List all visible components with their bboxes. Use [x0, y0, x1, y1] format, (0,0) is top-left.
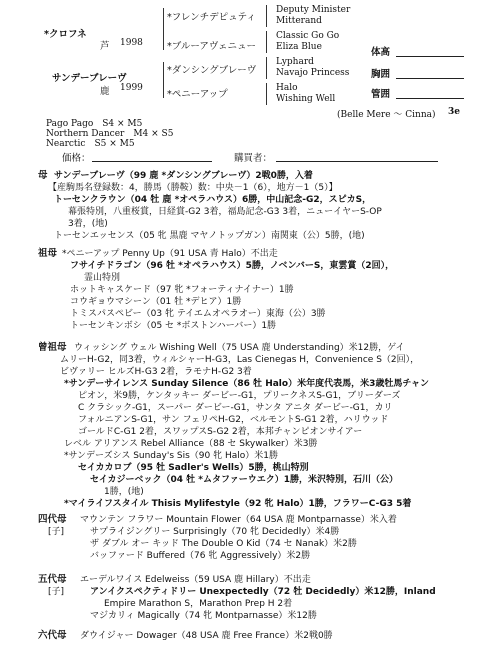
4th-dam-line: マウンテン フラワー Mountain Flower（64 USA 鹿 Montparnasse）米入着 — [80, 515, 397, 525]
4th-dam-line: サプライジングリー Surprisingly（70 牝 Decidedly）米4勝 — [90, 527, 340, 537]
5th-dam-line: マジカリィ Magically（74 牝 Montparnasse）米12勝 — [90, 611, 317, 621]
g-granddam-line: ゴールドC-G1 2着，スワップスS-G2 2着，本邦チャンピオンサイアー — [78, 427, 363, 437]
buyer-label: 購買者： — [234, 153, 273, 164]
dss-name: Lyphard — [276, 57, 314, 67]
g-granddam-line: *マイライフスタイル Thisis Mylifestyle（92 牝 Halo）1勝，フラワーC-G3 5着 — [64, 499, 412, 509]
5th-dam-line: Empire Marathon S，Marathon Prep H 2着 — [104, 599, 293, 609]
ddd-name: Wishing Well — [276, 94, 336, 104]
g-granddam-line: セイカジーベック（04 牡 *ムタファーウエク）1勝，米沢特別，石川（公） — [90, 475, 399, 485]
granddam-line: *ペニーアップ Penny Up（91 USA 青 Halo）不出走 — [62, 249, 278, 259]
bracket-sire — [163, 8, 164, 50]
dam-line: 【産駒馬名登録数：4，勝馬（勝鞍）数：中央－1（6），地方－1（5）】 — [48, 183, 338, 193]
dam-line: サンデーブレーヴ（99 鹿 *ダンシングブレーヴ）2戦0勝，入着 — [54, 171, 313, 181]
sire-name: *クロフネ — [44, 29, 87, 40]
granddam-line: トーセンキンボシ（05 セ *ボストンハーバー）1勝 — [70, 321, 277, 331]
dsd-name: Navajo Princess — [276, 68, 350, 78]
g-granddam-line: ビヴァリー ヒルズH-G3 2着，ラモナH-G2 3着 — [60, 367, 252, 377]
g-granddam-line: *サンデーサイレンス Sunday Silence（86 牡 Halo）米年度代表馬，米3歳牡馬チャン — [64, 379, 430, 389]
granddam-line: コウギョウマシーン（01 牡 *デヒア）1勝 — [70, 297, 242, 307]
price-label: 価格： — [62, 153, 91, 164]
section-head-dam: 母 — [38, 170, 48, 181]
dam-name: サンデーブレーヴ — [52, 73, 127, 84]
child-bracket-4th: [子] — [48, 527, 65, 537]
dam-line: トーセンクラウン（04 牡 鹿 *オペラハウス）6勝，中山記念-G2，スピカS， — [54, 195, 372, 205]
sire-year: 1998 — [120, 38, 143, 48]
inbreeding-item: Northern Dancer M4 × S5 — [46, 129, 174, 139]
5th-dam-line: アンイクスペクティドリー Unexpectedly（72 牡 Decidedly）米12勝，Inland — [90, 587, 436, 597]
granddam-line: ホットキャスケード（97 牝 *フォーティナイナー）1勝 — [70, 285, 294, 295]
g-granddam-line: セイカカロブ（95 牡 Sadler's Wells）5勝，桃山特別 — [78, 463, 309, 473]
g-granddam-line: ピオン，米9勝，ケンタッキー ダービー-G1，プリークネスS-G1，ブリーダーズ — [78, 391, 401, 401]
granddam-line: トミスパスペビー（03 牝 テイエムオペラオー）東海（公）3勝 — [70, 309, 326, 319]
bracket-sd — [266, 31, 267, 53]
5th-dam-line: エーデルワイス Edelweiss（59 USA 鹿 Hillary）不出走 — [80, 575, 311, 585]
dam-line: 3着，(地) — [68, 219, 108, 229]
dam-line: 幕張特別，八重桜賞，日経賞-G2 3着，福島記念-G3 3着，ニューイヤーS-OP — [68, 207, 382, 217]
child-bracket-5th: [子] — [48, 587, 65, 597]
chest-field[interactable] — [396, 78, 464, 79]
g-granddam-line: レベル アリアンス Rebel Alliance（88 セ Skywalker）米3勝 — [64, 439, 318, 449]
section-head-5th-dam: 五代母 — [38, 574, 67, 585]
section-head-6th-dam: 六代母 — [38, 630, 67, 641]
section-head-4th-dam: 四代母 — [38, 514, 67, 525]
buyer-field[interactable] — [276, 161, 438, 162]
inbreeding-item: Nearctic S5 × M5 — [46, 139, 135, 149]
height-label: 体高 — [371, 47, 391, 58]
cannon-label: 管囲 — [371, 89, 391, 100]
g-granddam-line: 1勝，(地) — [104, 487, 144, 497]
g-granddam-line: C クラシック-G1，スーパー ダービー-G1，サンタ アニタ ダービー-G1，カリ — [78, 403, 393, 413]
g-granddam-line: *サンデーズシス Sunday's Sis（90 牝 Halo）米1勝 — [64, 451, 278, 461]
g-granddam-line: ムリーH-G2，同3着，ウィルシャーH-G3，Las Cienegas H，Convenience S（2回）， — [60, 355, 420, 365]
cannon-field[interactable] — [396, 98, 464, 99]
ds-name: *ダンシングブレーヴ — [167, 65, 257, 76]
price-field[interactable] — [92, 161, 212, 162]
section-head-granddam: 祖母 — [38, 248, 58, 259]
granddam-line: フサイチドラゴン（96 牡 *オペラハウス）5勝，ノベンバーS，東雲賞（2回）， — [70, 261, 395, 271]
family-number: 3e — [448, 107, 460, 117]
sd-name: *ブルーアヴェニュー — [167, 41, 257, 52]
ssd-name: Mitterand — [276, 16, 322, 26]
4th-dam-line: バッファード Buffered（76 牝 Aggressively）米2勝 — [90, 551, 311, 561]
bracket-dd — [266, 83, 267, 105]
ss-name: *フレンチデピュティ — [167, 12, 256, 23]
granddam-line: 霊山特別 — [84, 273, 121, 283]
inbreeding-item: Pago Pago S4 × M5 — [46, 119, 143, 129]
dam-year: 1999 — [120, 83, 143, 93]
section-head-g-granddam: 曾祖母 — [38, 342, 67, 353]
bracket-ss — [266, 5, 267, 27]
sds-name: Classic Go Go — [276, 31, 340, 41]
bracket-dam — [163, 62, 164, 98]
family-note: (Belle Mere ～ Cinna) — [337, 110, 436, 120]
g-granddam-line: フォルニアンS-G1，サン フェリペH-G2，ベルモントS-G1 2着，ハリウッド — [78, 415, 389, 425]
sss-name: Deputy Minister — [276, 5, 351, 15]
bracket-ds — [266, 57, 267, 79]
4th-dam-line: ザ ダブル オー キッド The Double O Kid（74 セ Nanak）米2勝 — [90, 539, 357, 549]
height-field[interactable] — [396, 56, 464, 57]
g-granddam-line: ウィッシング ウェル Wishing Well（75 USA 鹿 Understanding）米12勝，ゲイ — [74, 343, 405, 353]
6th-dam-line: ダウイジャー Dowager（48 USA 鹿 Free France）米2戦0勝 — [80, 631, 333, 641]
dds-name: Halo — [276, 83, 298, 93]
dam-color: 鹿 — [100, 86, 110, 97]
chest-label: 胸囲 — [371, 69, 391, 80]
sire-color: 芦 — [100, 41, 110, 52]
sdd-name: Eliza Blue — [276, 42, 322, 52]
dam-line: トーセンエッセンス（05 牝 黒鹿 マヤノトップガン）南関東（公）5勝，(地) — [54, 231, 365, 241]
dd-name: *ペニーアップ — [167, 89, 228, 100]
